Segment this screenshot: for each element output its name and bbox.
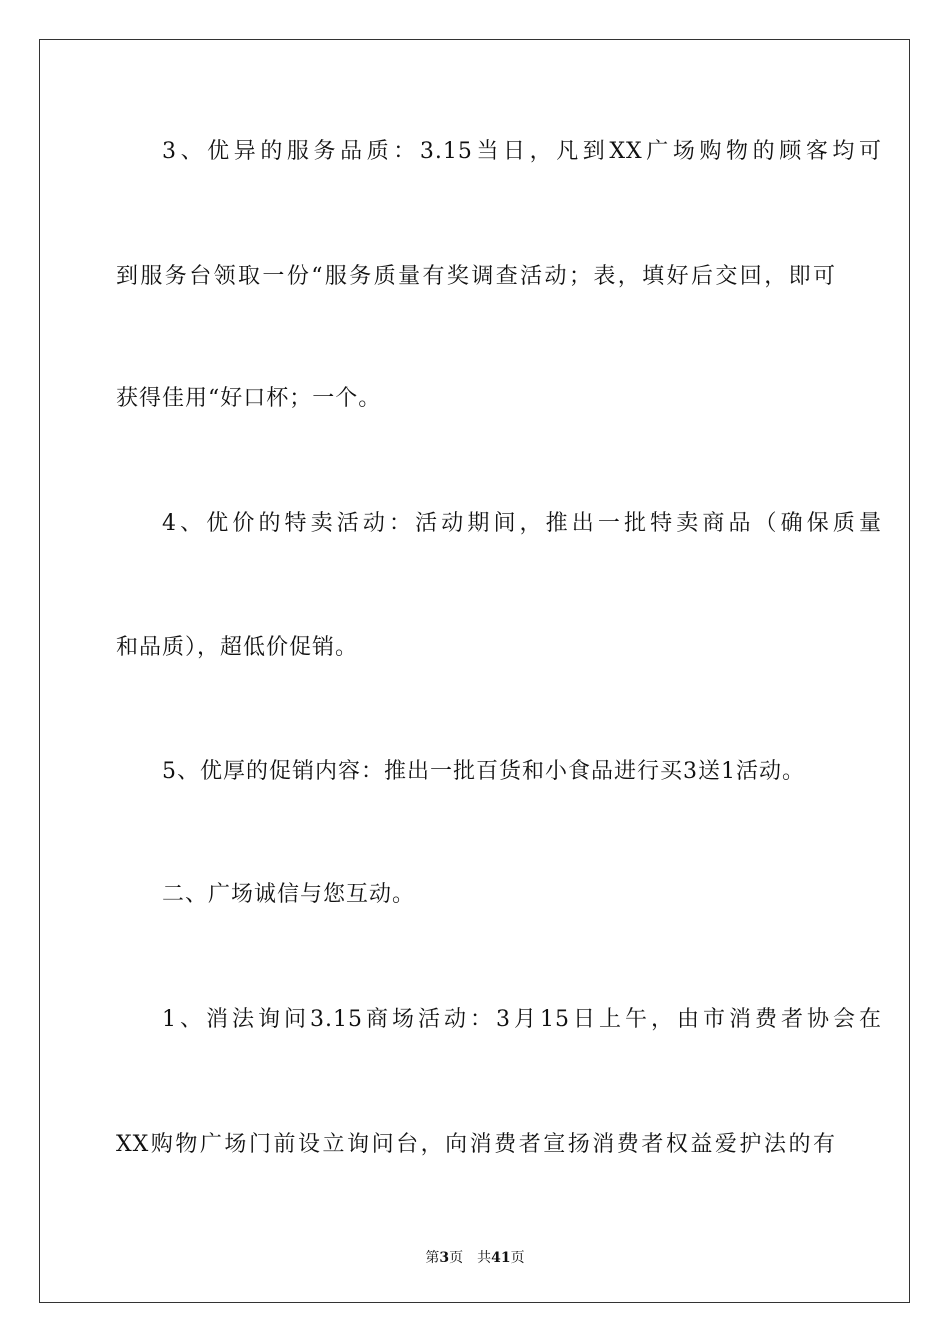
paragraph-line-5: 和品质），超低价促销。 [116,635,359,660]
section-heading: 二、广场诚信与您互动。 [162,882,416,907]
paragraph-line-6: 5、优厚的促销内容：推出一批百货和小食品进行买3送1活动。 [162,759,805,784]
paragraph-line-3: 获得佳用“好口杯；一个。 [116,386,382,411]
paragraph-line-4: 4、优价的特卖活动：活动期间，推出一批特卖商品（确保质量 [162,511,882,536]
page-footer [0,1247,950,1267]
footer-page-number: 3 [439,1250,450,1266]
footer-total-pages: 41 [491,1250,511,1266]
footer-page-suffix: 页 [449,1250,464,1266]
footer-page-prefix: 第 [425,1250,440,1266]
footer-total-prefix: 共 [477,1250,492,1266]
paragraph-line-9: XX购物广场门前设立询问台，向消费者宣扬消费者权益爱护法的有 [116,1132,836,1157]
page-border [39,39,910,1303]
paragraph-line-1: 3、优异的服务品质：3.15当日，凡到XX广场购物的顾客均可 [162,139,882,164]
footer-total-suffix: 页 [510,1250,525,1266]
paragraph-line-2: 到服务台领取一份“服务质量有奖调查活动；表，填好后交回，即可 [116,264,836,289]
paragraph-line-8: 1、消法询问3.15商场活动：3月15日上午，由市消费者协会在 [162,1007,882,1032]
